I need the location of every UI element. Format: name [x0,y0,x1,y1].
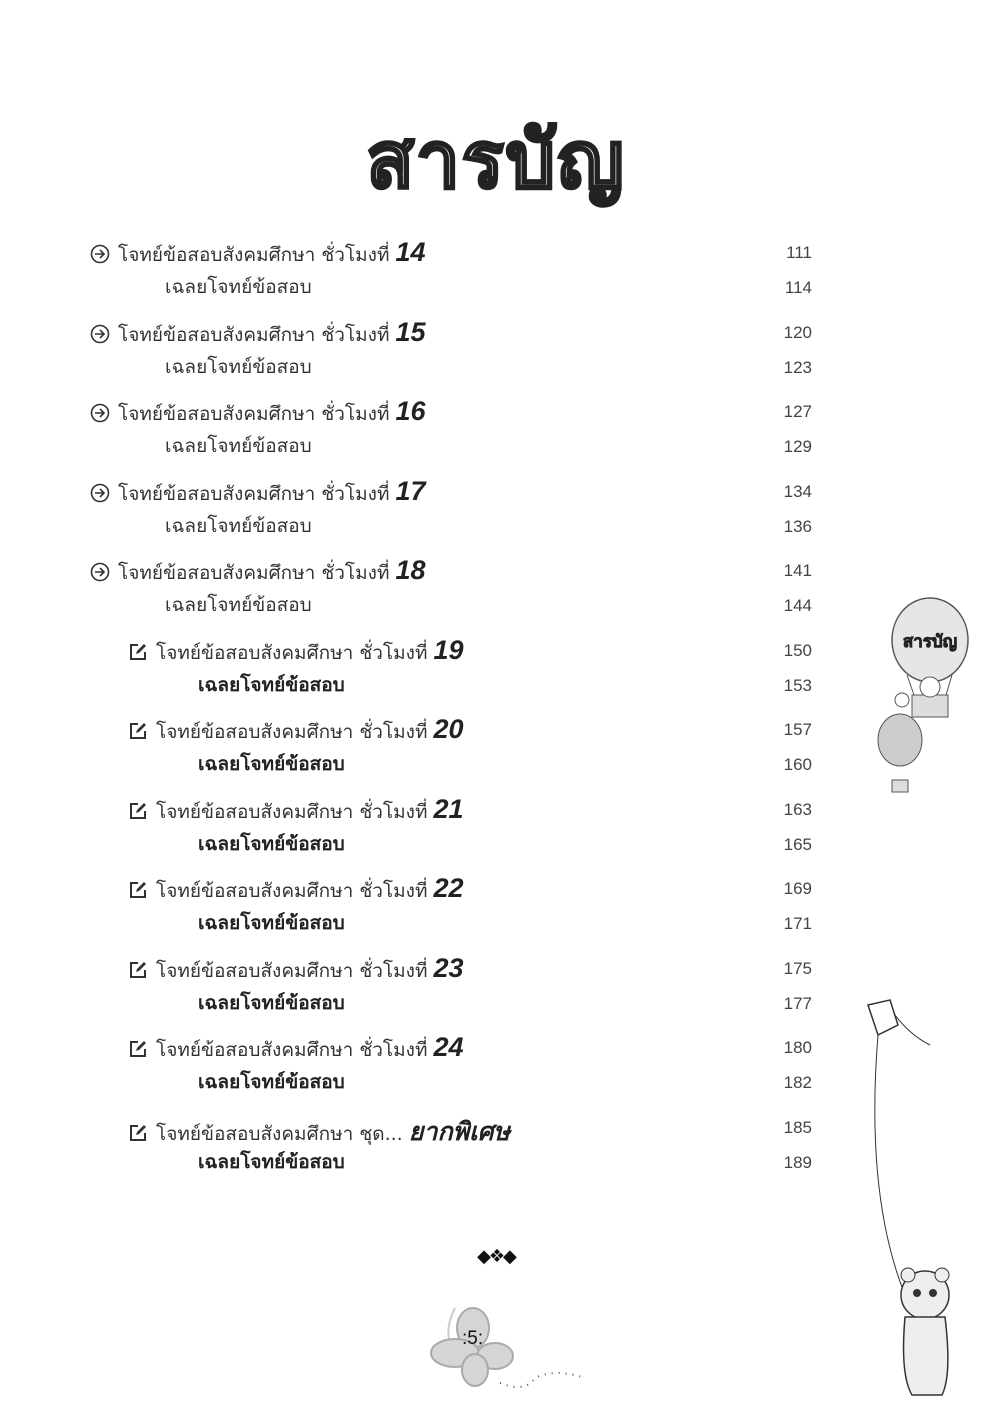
entry-hour-number: 21 [433,793,464,824]
balloon-label: สารบัญ [902,632,958,652]
ornament-divider: ◆❖◆ [477,1246,515,1267]
entry-page-number: 175 [783,958,812,978]
toc-answer-entry[interactable] [198,670,345,700]
answer-label: เฉลยโจทย์ข้อสอบ [198,1150,345,1173]
entry-hour-number: 22 [433,873,464,903]
entry-hour-number: 20 [433,714,464,744]
answer-page-number: 160 [783,755,812,774]
toc-answer-entry[interactable] [198,749,345,779]
entry-label: โจทย์ข้อสอบสังคมศึกษา ชั่วโมงที่ [156,800,434,823]
answer-label: เฉลยโจทย์ข้อสอบ [198,832,345,855]
entry-label: โจทย์ข้อสอบสังคมศึกษา ชั่วโมงที่ [156,721,434,743]
entry-hour-number: 23 [433,952,464,983]
entry-label: โจทย์ข้อสอบสังคมศึกษา ชั่วโมงที่ [118,482,396,505]
entry-label: โจทย์ข้อสอบสังคมศึกษา ชั่วโมงที่ [118,403,396,425]
answer-page-number: 182 [783,1073,812,1092]
edit-icon [128,1039,148,1059]
toc-entry[interactable] [90,476,426,506]
toc-answer-entry[interactable] [198,988,345,1018]
entry-hour-number: 15 [395,316,426,347]
answer-label: เฉลยโจทย์ข้อสอบ [198,673,345,696]
answer-label: เฉลยโจทย์ข้อสอบ [165,276,312,298]
entry-label: โจทย์ข้อสอบสังคมศึกษา ชั่วโมงที่ [118,323,396,346]
answer-page-number: 189 [783,1152,812,1172]
butterfly-icon [425,1298,595,1388]
toc-answer-entry[interactable] [165,590,312,620]
toc-entry[interactable] [128,794,464,824]
answer-page-number: 123 [783,357,812,377]
answer-page-number: 177 [783,993,812,1013]
entry-label: โจทย์ข้อสอบสังคมศึกษา ชั่วโมงที่ [156,641,434,664]
page-number: :5: [462,1328,484,1349]
edit-icon [128,642,148,662]
entry-page-number: 185 [783,1117,812,1137]
entry-hour-number: 16 [395,396,426,426]
answer-label: เฉลยโจทย์ข้อสอบ [198,753,345,775]
entry-label: โจทย์ข้อสอบสังคมศึกษา ชั่วโมงที่ [156,1039,434,1061]
entry-page-number: 150 [783,640,812,660]
answer-page-number: 114 [784,278,812,297]
entry-page-number: 180 [783,1038,812,1057]
edit-icon [128,880,148,900]
answer-label: เฉลยโจทย์ข้อสอบ [165,514,312,537]
answer-label: เฉลยโจทย์ข้อสอบ [198,1071,345,1093]
entry-special-label: ยากพิเศษ [408,1116,510,1146]
toc-entry[interactable] [128,714,464,744]
kite-bear-illustration [850,995,992,1403]
entry-hour-number: 19 [433,634,464,665]
edit-icon [128,960,148,980]
answer-page-number: 129 [783,437,812,456]
page-title: สารบัญ [366,116,626,206]
entry-hour-number: 14 [395,237,426,267]
toc-entry[interactable] [128,873,464,903]
entry-label: โจทย์ข้อสอบสังคมศึกษา ชั่วโมงที่ [118,244,396,266]
entry-hour-number: 18 [395,555,426,585]
toc-answer-entry[interactable] [165,352,312,382]
answer-label: เฉลยโจทย์ข้อสอบ [165,594,312,616]
toc-entry[interactable] [90,237,426,267]
answer-page-number: 136 [783,516,812,536]
answer-page-number: 153 [783,675,812,695]
answer-label: เฉลยโจทย์ข้อสอบ [198,912,345,934]
entry-page-number: 141 [783,561,812,580]
toc-answer-entry[interactable] [198,908,345,938]
entry-page-number: 157 [783,720,812,739]
toc-entry[interactable] [128,635,464,665]
toc-entry[interactable] [90,555,426,585]
entry-label: โจทย์ข้อสอบสังคมศึกษา ชั่วโมงที่ [156,959,434,982]
entry-page-number: 120 [783,322,812,342]
arrow-circle-icon [90,562,110,582]
arrow-circle-icon [90,403,110,423]
toc-entry[interactable] [128,1112,510,1146]
hot-air-balloon-illustration [852,595,972,805]
toc-entry[interactable] [128,953,464,983]
toc-entry[interactable] [90,317,426,347]
toc-answer-entry[interactable] [198,1067,345,1097]
toc-answer-entry[interactable] [165,431,312,461]
entry-label: โจทย์ข้อสอบสังคมศึกษา ชั่วโมงที่ [118,562,396,584]
entry-page-number: 111 [786,243,812,262]
arrow-circle-icon [90,244,110,264]
edit-icon [128,721,148,741]
answer-label: เฉลยโจทย์ข้อสอบ [165,435,312,457]
answer-label: เฉลยโจทย์ข้อสอบ [198,991,345,1014]
answer-page-number: 165 [783,834,812,854]
arrow-circle-icon [90,483,110,503]
toc-answer-entry[interactable] [165,511,312,541]
toc-answer-entry[interactable] [198,1147,345,1177]
answer-page-number: 171 [783,914,812,933]
toc-entry[interactable] [128,1032,464,1062]
edit-icon [128,1123,148,1143]
entry-page-number: 134 [783,481,812,501]
toc-entry[interactable] [90,396,426,426]
entry-page-number: 163 [783,799,812,819]
toc-answer-entry[interactable] [198,829,345,859]
entry-label: โจทย์ข้อสอบสังคมศึกษา ชุด... [156,1122,409,1145]
entry-label: โจทย์ข้อสอบสังคมศึกษา ชั่วโมงที่ [156,880,434,902]
entry-page-number: 169 [783,879,812,898]
arrow-circle-icon [90,324,110,344]
answer-label: เฉลยโจทย์ข้อสอบ [165,355,312,378]
entry-hour-number: 24 [433,1032,464,1062]
answer-page-number: 144 [783,596,812,615]
entry-page-number: 127 [783,402,812,421]
toc-answer-entry[interactable] [165,272,312,302]
entry-hour-number: 17 [395,475,426,506]
edit-icon [128,801,148,821]
